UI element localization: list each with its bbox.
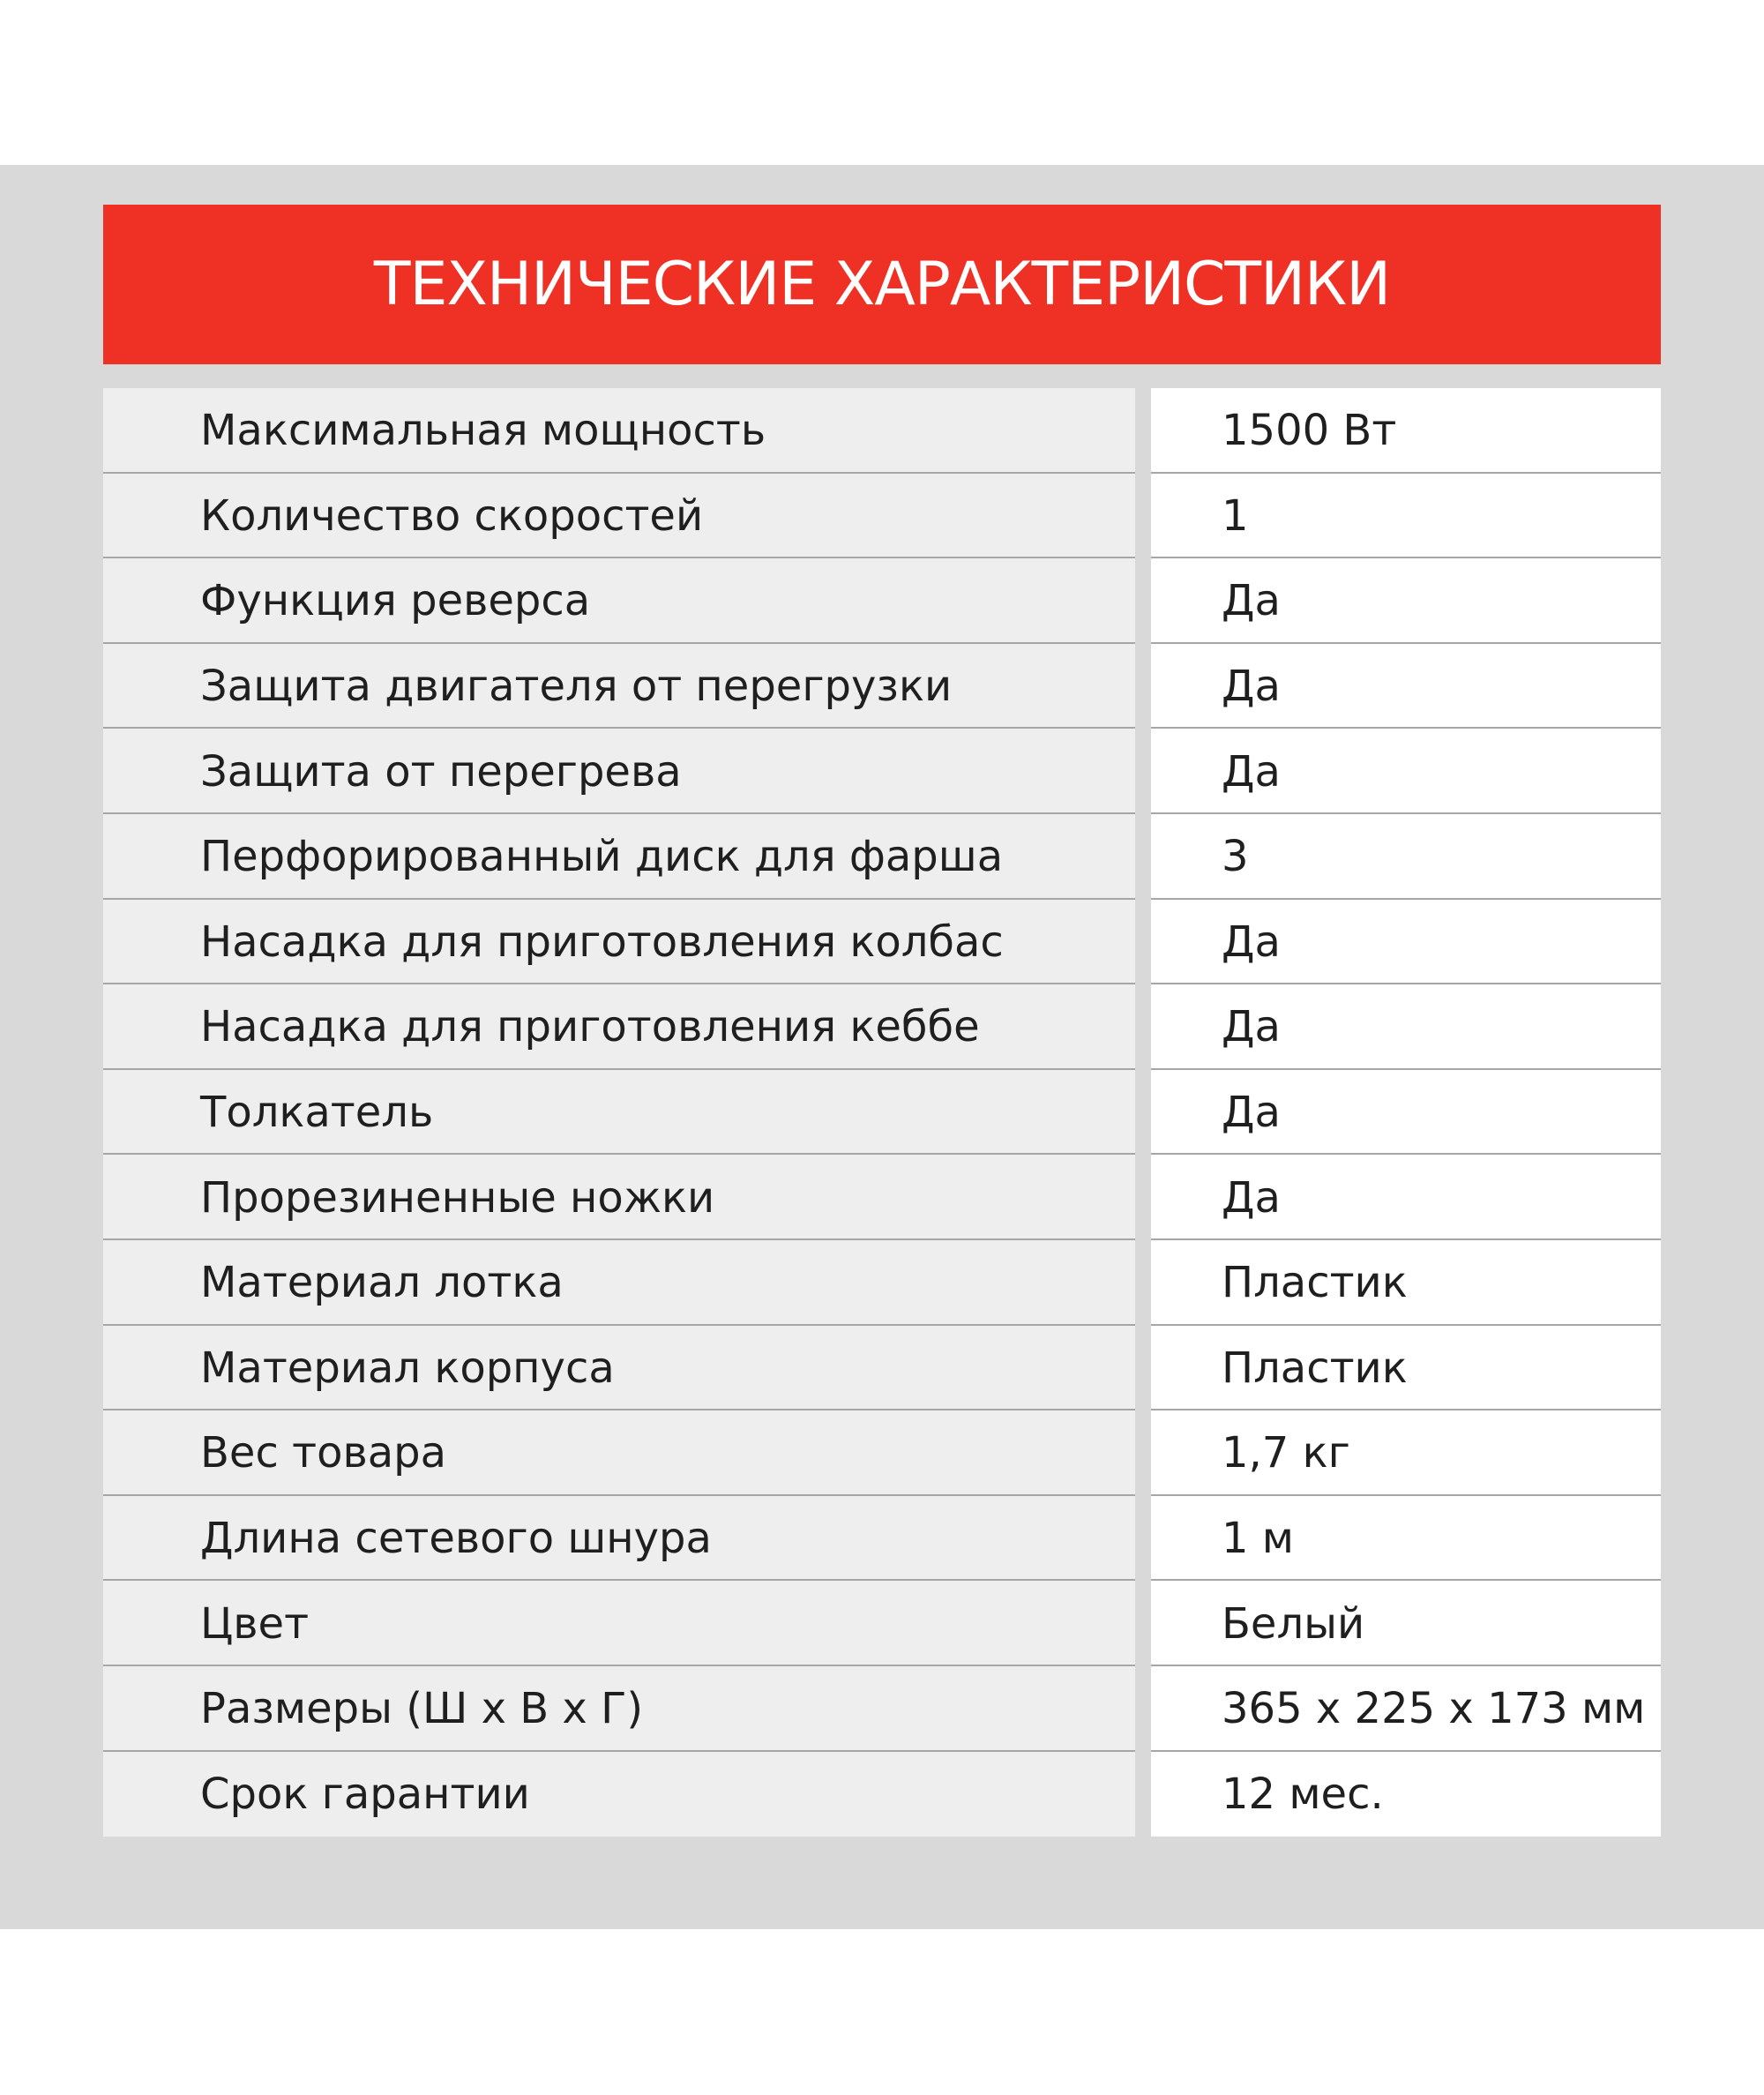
spec-label: Материал лотка	[103, 1240, 1135, 1326]
spec-row-overheat-protection	[103, 729, 1661, 814]
spec-value: 3	[1151, 814, 1661, 900]
spec-label: Материал корпуса	[103, 1326, 1135, 1411]
spec-label: Защита двигателя от перегрузки	[103, 644, 1135, 730]
spec-label: Толкатель	[103, 1070, 1135, 1156]
spec-row-speeds	[103, 474, 1661, 559]
spec-row-pusher	[103, 1070, 1661, 1156]
title-banner	[103, 205, 1661, 364]
spec-row-body-material	[103, 1326, 1661, 1411]
spec-row-max-power	[103, 388, 1661, 474]
spec-label: Размеры (Ш х В х Г)	[103, 1666, 1135, 1752]
spec-value: 1,7 кг	[1151, 1410, 1661, 1496]
spec-row-reverse	[103, 558, 1661, 644]
spec-value: 12 мес.	[1151, 1752, 1661, 1837]
spec-label: Длина сетевого шнура	[103, 1496, 1135, 1582]
spec-value: Да	[1151, 644, 1661, 730]
spec-row-sausage-attachment	[103, 900, 1661, 985]
spec-value: Да	[1151, 729, 1661, 814]
spec-row-tray-material	[103, 1240, 1661, 1326]
spec-row-weight	[103, 1410, 1661, 1496]
spec-row-cord-length	[103, 1496, 1661, 1582]
spec-value: Белый	[1151, 1581, 1661, 1666]
spec-value: Пластик	[1151, 1240, 1661, 1326]
spec-label: Насадка для приготовления кеббе	[103, 984, 1135, 1070]
spec-value: Да	[1151, 1155, 1661, 1240]
spec-value: 365 х 225 х 173 мм	[1151, 1666, 1661, 1752]
spec-label: Защита от перегрева	[103, 729, 1135, 814]
spec-value: 1	[1151, 474, 1661, 559]
spec-label: Функция реверса	[103, 558, 1135, 644]
spec-value: Да	[1151, 900, 1661, 985]
spec-row-warranty	[103, 1752, 1661, 1837]
spec-value: 1500 Вт	[1151, 388, 1661, 474]
spec-row-kebbe-attachment	[103, 984, 1661, 1070]
spec-row-grinding-discs	[103, 814, 1661, 900]
page-title: ТЕХНИЧЕСКИЕ ХАРАКТЕРИСТИКИ	[373, 250, 1391, 319]
spec-value: Да	[1151, 1070, 1661, 1156]
spec-row-rubber-feet	[103, 1155, 1661, 1240]
spec-label: Количество скоростей	[103, 474, 1135, 559]
spec-row-dimensions	[103, 1666, 1661, 1752]
spec-label: Насадка для приготовления колбас	[103, 900, 1135, 985]
spec-row-color	[103, 1581, 1661, 1666]
spec-value: Пластик	[1151, 1326, 1661, 1411]
spec-label: Максимальная мощность	[103, 388, 1135, 474]
specs-table	[103, 388, 1661, 1837]
spec-value: Да	[1151, 984, 1661, 1070]
spec-row-overload-protection	[103, 644, 1661, 730]
spec-label: Перфорированный диск для фарша	[103, 814, 1135, 900]
spec-label: Срок гарантии	[103, 1752, 1135, 1837]
spec-label: Прорезиненные ножки	[103, 1155, 1135, 1240]
spec-label: Цвет	[103, 1581, 1135, 1666]
spec-value: Да	[1151, 558, 1661, 644]
spec-label: Вес товара	[103, 1410, 1135, 1496]
spec-value: 1 м	[1151, 1496, 1661, 1582]
